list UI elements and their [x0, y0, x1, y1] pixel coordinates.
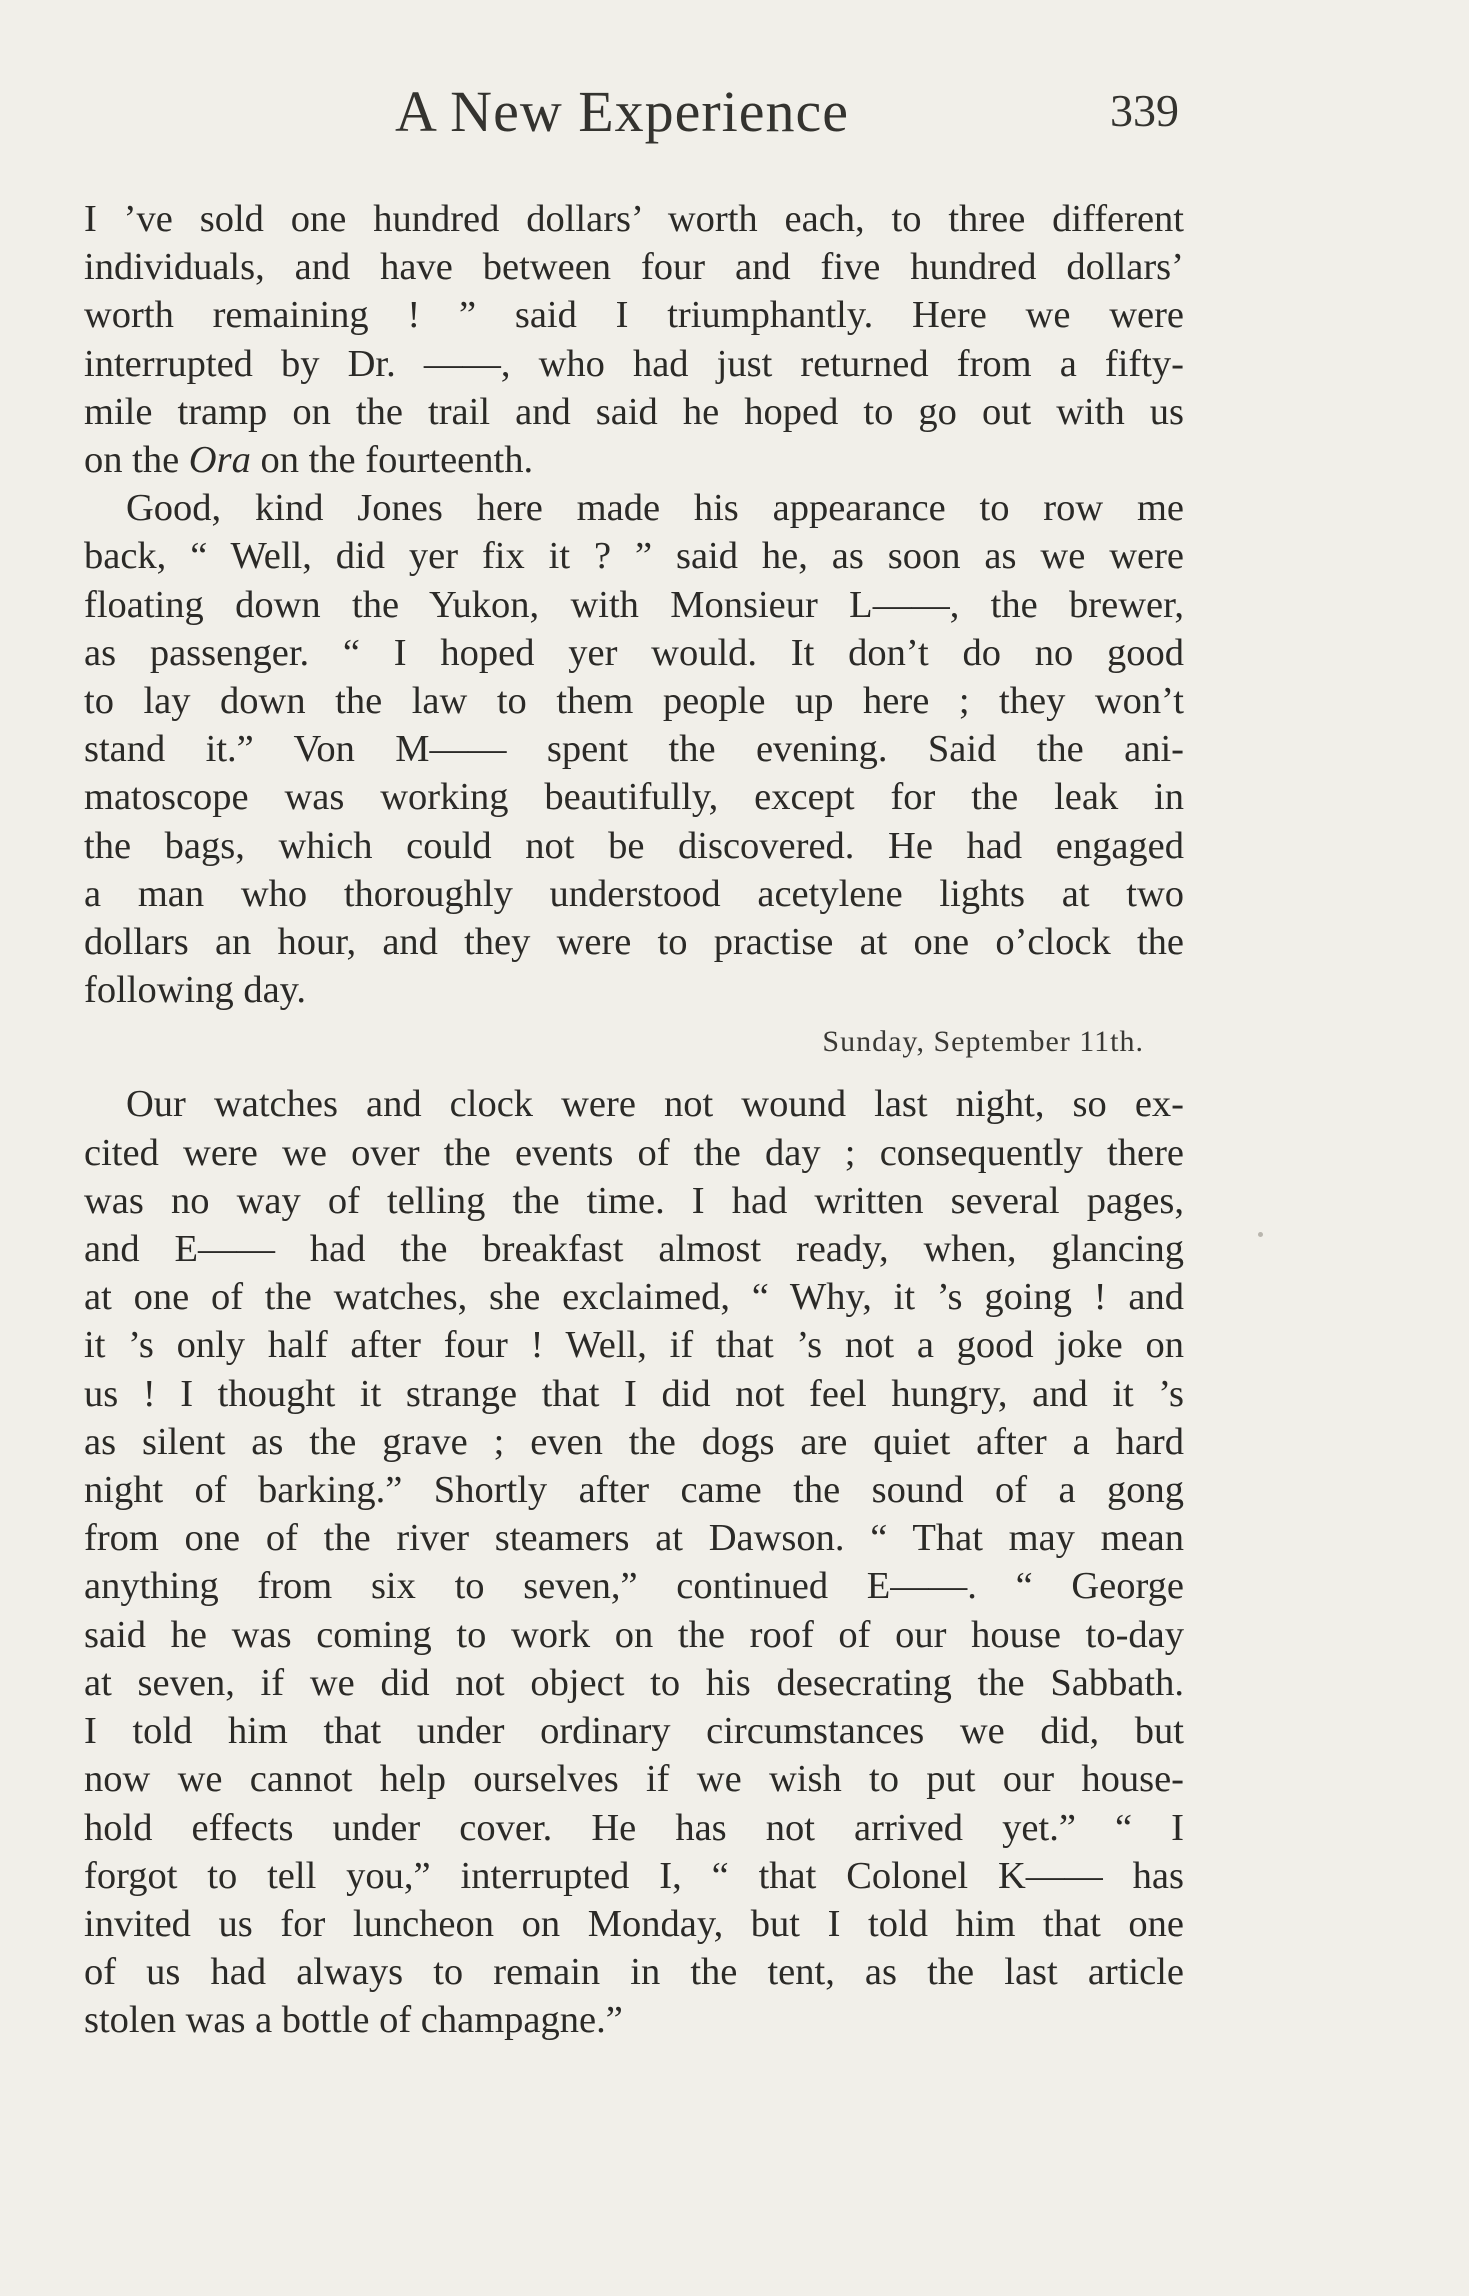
text-line: back, “ Well, did yer fix it ? ” said he, as soon as we were	[84, 535, 1184, 578]
paper-speck	[1258, 1232, 1263, 1237]
page-header	[0, 78, 1469, 148]
text-line: Our watches and clock were not wound last night, so ex-	[126, 1083, 1184, 1126]
text-line: of us had always to remain in the tent, as the last article	[84, 1951, 1184, 1994]
text-line: I told him that under ordinary circumstances we did, but	[84, 1710, 1184, 1753]
text-line: cited were we over the events of the day ; consequently there	[84, 1131, 1184, 1174]
text-line: matoscope was working beautifully, except for the leak in	[84, 776, 1184, 819]
text-line: us ! I thought it strange that I did not feel hungry, and it ’s	[84, 1372, 1184, 1415]
text-line: forgot to tell you,” interrupted I, “ that Colonel K—— has	[84, 1854, 1184, 1897]
text-line: at seven, if we did not object to his desecrating the Sabbath.	[84, 1661, 1184, 1704]
text-line: hold effects under cover. He has not arrived yet.” “ I	[84, 1806, 1184, 1849]
text-line: at one of the watches, she exclaimed, “ Why, it ’s going ! and	[84, 1276, 1184, 1319]
text-line: said he was coming to work on the roof of our house to-day	[84, 1613, 1184, 1656]
text-line: individuals, and have between four and five hundred dollars’	[84, 246, 1184, 289]
running-title: A New Experience	[395, 79, 850, 144]
paragraph-3	[84, 1080, 1184, 2044]
text-line: stolen was a bottle of champagne.”	[84, 1999, 623, 2042]
text-line: night of barking.” Shortly after came the sound of a gong	[84, 1469, 1184, 1512]
text-line: from one of the river steamers at Dawson. “ That may mean	[84, 1517, 1184, 1560]
text-line: and E—— had the breakfast almost ready, when, glancing	[84, 1228, 1184, 1271]
text-line: floating down the Yukon, with Monsieur L——, the brewer,	[84, 583, 1184, 626]
text-line	[84, 436, 1184, 484]
text-fragment: on the fourteenth.	[250, 439, 534, 482]
text-line: was no way of telling the time. I had written several pages,	[84, 1179, 1184, 1222]
text-line: a man who thoroughly understood acetylene lights at two	[84, 872, 1184, 915]
text-line: as passenger. “ I hoped yer would. It don’t do no good	[84, 631, 1184, 674]
text-line: worth remaining ! ” said I triumphantly. Here we were	[84, 294, 1184, 337]
ship-name: Ora	[188, 439, 251, 482]
paragraph-2	[84, 484, 1184, 1014]
text-fragment: on the	[84, 439, 189, 482]
text-line: invited us for luncheon on Monday, but I told him that one	[84, 1902, 1184, 1945]
dateline: Sunday, September 11th.	[822, 1025, 1144, 1059]
text-line: interrupted by Dr. ——, who had just returned from a fifty-	[84, 342, 1184, 385]
text-line: Good, kind Jones here made his appearance to row me	[126, 487, 1184, 530]
text-line: I ’ve sold one hundred dollars’ worth each, to three different	[84, 198, 1184, 240]
body-text	[84, 195, 1184, 2045]
text-line: the bags, which could not be discovered. He had engaged	[84, 824, 1184, 867]
text-line: anything from six to seven,” continued E——. “ George	[84, 1565, 1184, 1608]
text-line: as silent as the grave ; even the dogs are quiet after a hard	[84, 1420, 1184, 1463]
text-line: to lay down the law to them people up here ; they won’t	[84, 680, 1184, 723]
text-line: it ’s only half after four ! Well, if that ’s not a good joke on	[84, 1324, 1184, 1367]
paragraph-1	[84, 195, 1184, 484]
text-line: now we cannot help ourselves if we wish to put our house-	[84, 1758, 1184, 1801]
page-number: 339	[1110, 85, 1179, 136]
text-line: stand it.” Von M—— spent the evening. Said the ani-	[84, 728, 1184, 771]
text-line: mile tramp on the trail and said he hoped to go out with us	[84, 390, 1184, 433]
text-line: dollars an hour, and they were to practise at one o’clock the	[84, 921, 1184, 964]
text-line: following day.	[84, 969, 307, 1012]
